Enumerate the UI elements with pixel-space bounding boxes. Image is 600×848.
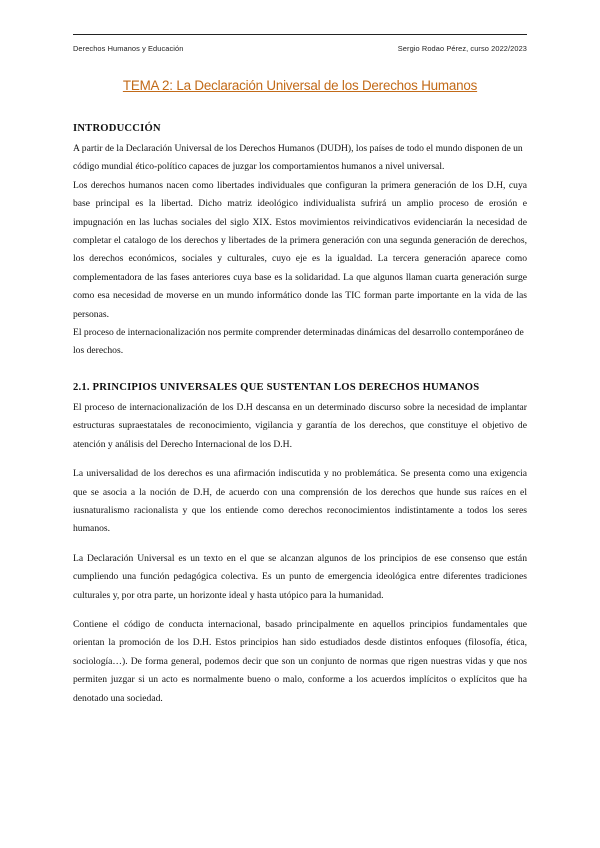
section-paragraph: La Declaración Universal es un texto en el que se alcanzan algunos de los principios de ese consenso que están cumpliendo una función pedagógica colectiva. Es un punto de emergencia ideológica entre diferentes tradiciones culturales y, por otra parte, un horizonte ideal y hasta utópico para la humanidad. — [73, 552, 527, 601]
section-paragraph: Contiene el código de conducta internacional, basado principalmente en aquellos principios fundamentales que orientan la promoción de los D.H. Estos principios han sido estudiados desde distintos enfoques (filosofía, ética, sociología…). De forma general, podemos decir que son un conjunto de normas que rigen nuestras vidas y que nos permiten juzgar si un acto es normalmente bueno o malo, conforme a los acuerdos implícitos o explícitos que ha denotado una sociedad. — [73, 618, 527, 704]
intro-paragraph: Los derechos humanos nacen como libertades individuales que configuran la primera generación de los D.H, cuya base principal es la libertad. Dicho matriz ideológico individualista sufrirá un amplio proceso de erosión e impugnación en las luchas sociales del siglo XIX. Estos movimientos reivindicativos evidenciarán la necesidad de completar el catalogo de los derechos y libertades de la primera generación con una segunda generación de derechos, los derechos económicos, sociales y culturales, cuyo eje es la igualdad. La tercera generación aparece como complementadora de las fases anteriores cuya base es la solidaridad. La que algunos llaman cuarta generación surge como esa necesidad de moverse en un mundo informático donde las TIC forman parte importante en la vida de las personas. — [73, 179, 527, 320]
section-paragraph: La universalidad de los derechos es una afirmación indiscutida y no problemática. Se presenta como una exigencia que se asocia a la noción de D.H, de acuerdo con una comprensión de los derechos que hunde sus raíces en el iusnaturalismo racionalista y que los entiende como derechos reconocimientos indistintamente a todos los seres humanos. — [73, 468, 527, 535]
intro-paragraph: A partir de la Declaración Universal de los Derechos Humanos (DUDH), los países de todo el mundo disponen de un código mundial ético-político capaces de juzgar los comportamientos humanos a nivel universal. — [73, 143, 523, 173]
section-heading: 2.1. PRINCIPIOS UNIVERSALES QUE SUSTENTAN LOS DERECHOS HUMANOS — [73, 381, 480, 393]
section-paragraph: El proceso de internacionalización de los D.H descansa en un determinado discurso sobre la necesidad de implantar estructuras supraestatales de reconocimiento, vigilancia y garantía de los derechos, que constituye el objetivo de atención y análisis del Derecho Internacional de los D.H. — [73, 401, 527, 450]
intro-heading: INTRODUCCIÓN — [73, 123, 161, 134]
header-author: Sergio Rodao Pérez, curso 2022/2023 — [397, 44, 527, 53]
page-header — [73, 34, 527, 57]
document-title: TEMA 2: La Declaración Universal de los Derechos Humanos — [122, 78, 478, 93]
intro-paragraph: El proceso de internacionalización nos permite comprender determinadas dinámicas del desarrollo contemporáneo de los derechos. — [73, 327, 524, 357]
header-course: Derechos Humanos y Educación — [73, 44, 184, 53]
document-body — [73, 122, 527, 708]
